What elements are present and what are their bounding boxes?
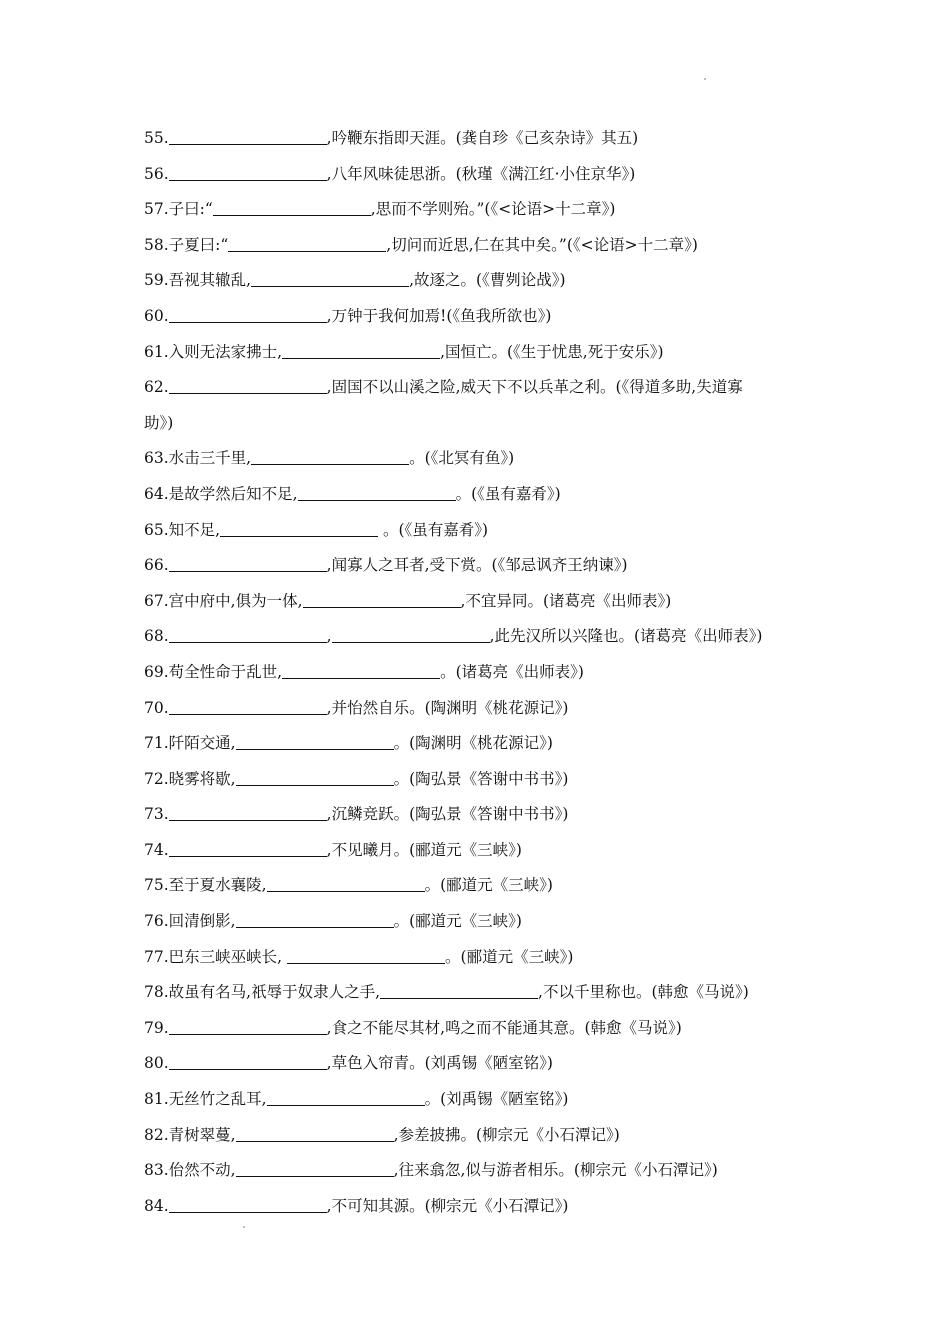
question-prefix: 71.阡陌交通, [144,734,236,753]
answer-blank[interactable] [220,522,378,537]
question-suffix: 。(诸葛亮《出师表》) [440,662,584,681]
answer-blank[interactable] [282,344,440,359]
question-suffix: ,八年风味徒思浙。(秋瑾《满江红·小住京华》) [326,164,636,183]
question-prefix: 66. [144,556,169,575]
question-prefix: 79. [144,1018,169,1037]
answer-blank[interactable] [332,628,490,643]
question-suffix: ,固国不以山溪之险,威天下不以兵革之利。(《得道多助,失道寡 [326,378,743,397]
question-line [144,551,824,587]
question-line [144,765,824,801]
question-prefix: 70. [144,698,169,717]
answer-blank[interactable] [213,201,371,216]
question-suffix: 。(《虽有嘉肴》) [378,520,489,539]
question-line [144,1014,824,1050]
answer-blank[interactable] [380,984,538,999]
question-suffix: 。(郦道元《三峡》) [424,876,553,895]
question-suffix: ,食之不能尽其材,鸣之而不能通其意。(韩愈《马说》) [326,1018,682,1037]
question-line [144,871,824,907]
question-suffix: 。(《虽有嘉肴》) [455,484,561,503]
question-prefix: 55. [144,129,169,147]
question-suffix: 。(郦道元《三峡》) [445,947,574,966]
question-line [144,587,824,623]
answer-blank[interactable] [267,877,425,892]
question-prefix: 62. [144,378,169,397]
question-line [144,694,824,730]
question-suffix: ,不宜异同。(诸葛亮《出师表》) [460,591,672,610]
question-line [144,480,824,516]
answer-blank[interactable] [236,1127,394,1142]
question-suffix: ,故逐之。(《曹刿论战》) [409,271,566,290]
question-line [144,658,824,694]
question-prefix: 78.故虽有名马,祇辱于奴隶人之手, [144,983,381,1002]
question-line [144,1121,824,1157]
question-suffix: ,草色入帘青。(刘禹锡《陋室铭》) [326,1054,553,1073]
question-suffix: ,不可知其源。(柳宗元《小石潭记》) [326,1196,569,1215]
question-prefix: 82.青树翠蔓, [144,1125,236,1144]
answer-blank[interactable] [169,842,327,857]
answer-blank[interactable] [228,237,386,252]
question-line [144,943,824,979]
answer-blank[interactable] [287,949,445,964]
question-prefix: 67.宫中府中,俱为一体, [144,591,303,610]
question-line [144,266,824,302]
question-prefix: 57.子曰:“ [144,200,213,219]
question-suffix: ,闻寡人之耳者,受下赏。(《邹忌讽齐王纳谏》) [326,556,628,575]
question-prefix: 81.无丝竹之乱耳, [144,1090,267,1109]
answer-blank[interactable] [236,735,394,750]
answer-blank[interactable] [267,1091,425,1106]
answer-blank[interactable] [169,379,327,394]
question-line-continued: 助》) [144,413,174,432]
question-suffix: ,不见曦月。(郦道元《三峡》) [326,840,522,859]
question-prefix: 59.吾视其辙乱, [144,271,252,290]
answer-blank[interactable] [169,700,327,715]
question-line [144,622,824,658]
question-suffix: ,参差披拂。(柳宗元《小石潭记》) [393,1125,620,1144]
question-prefix: 60. [144,306,169,325]
answer-blank[interactable] [282,664,440,679]
question-line [144,124,824,160]
question-prefix: 72.晓雾将歇, [144,769,236,788]
question-prefix: 56. [144,164,169,183]
question-line [144,1085,824,1121]
question-line [144,729,824,765]
question-prefix: 76.回清倒影, [144,912,236,931]
answer-blank[interactable] [251,272,409,287]
question-prefix: 61.入则无法家拂士, [144,342,283,361]
question-line [144,800,824,836]
question-suffix: ,吟鞭东指即天涯。(龚自珍《己亥杂诗》其五) [326,129,639,147]
scan-mark [243,1226,245,1228]
question-suffix: 。(郦道元《三峡》) [393,912,522,931]
question-line [144,516,824,552]
answer-blank[interactable] [169,557,327,572]
question-line [144,195,824,231]
question-suffix: ,不以千里称也。(韩愈《马说》) [538,983,749,1002]
answer-blank[interactable] [236,771,394,786]
question-suffix: ,沉鳞竞跃。(陶弘景《答谢中书书》) [326,805,569,824]
question-prefix: 64.是故学然后知不足, [144,484,298,503]
question-line [144,373,824,409]
answer-blank[interactable] [236,913,394,928]
question-prefix: 73. [144,805,169,824]
question-suffix: 。(刘禹锡《陋室铭》) [424,1090,569,1109]
question-prefix: 58.子夏曰:“ [144,235,229,254]
question-prefix: 84. [144,1196,169,1215]
question-prefix: 75.至于夏水襄陵, [144,876,267,895]
answer-blank[interactable] [169,130,327,145]
question-line [144,1192,824,1228]
question-line [144,302,824,338]
question-line [144,160,824,196]
question-suffix: ,往来翕忽,似与游者相乐。(柳宗元《小石潭记》) [393,1161,718,1180]
question-line [144,338,824,374]
question-suffix: ,国恒亡。(《生于忧患,死于安乐》) [440,342,664,361]
question-suffix: ,思而不学则殆。”(《<论语>十二章》) [370,200,616,219]
answer-blank[interactable] [251,450,409,465]
scan-mark [704,78,706,80]
question-suffix: ,切问而近思,仁在其中矣。”(《<论语>十二章》) [386,235,698,254]
question-line [144,907,824,943]
question-suffix: ,万钟于我何加焉!(《鱼我所欲也》) [326,306,552,325]
question-prefix: 77.巴东三峡巫峡长, [144,947,288,966]
answer-blank[interactable] [169,628,327,643]
question-suffix: 。(陶弘景《答谢中书书》) [393,769,569,788]
question-line [144,978,824,1014]
question-line [144,1156,824,1192]
question-prefix: 69.苟全性命于乱世, [144,662,283,681]
question-prefix: 83.佁然不动, [144,1161,236,1180]
answer-blank[interactable] [169,1055,327,1070]
answer-blank[interactable] [169,166,327,181]
answer-blank[interactable] [298,486,456,501]
question-prefix: 74. [144,840,169,859]
blank-separator: , [326,627,332,646]
question-prefix: 68. [144,627,169,646]
question-suffix: 。(陶渊明《桃花源记》) [393,734,553,753]
answer-blank[interactable] [169,308,327,323]
question-prefix: 80. [144,1054,169,1073]
question-line [144,231,824,267]
question-prefix: 65.知不足, [144,520,221,539]
answer-blank[interactable] [169,1020,327,1035]
answer-blank[interactable] [169,1198,327,1213]
question-suffix: ,并怡然自乐。(陶渊明《桃花源记》) [326,698,569,717]
answer-blank[interactable] [169,806,327,821]
question-line [144,444,824,480]
answer-blank[interactable] [236,1162,394,1177]
question-line [144,1049,824,1085]
question-line [144,836,824,872]
fill-in-question-list [144,124,824,1227]
question-suffix: 。(《北冥有鱼》) [409,449,515,468]
question-prefix: 63.水击三千里, [144,449,252,468]
answer-blank[interactable] [303,593,461,608]
question-suffix: ,此先汉所以兴隆也。(诸葛亮《出师表》) [489,627,763,646]
